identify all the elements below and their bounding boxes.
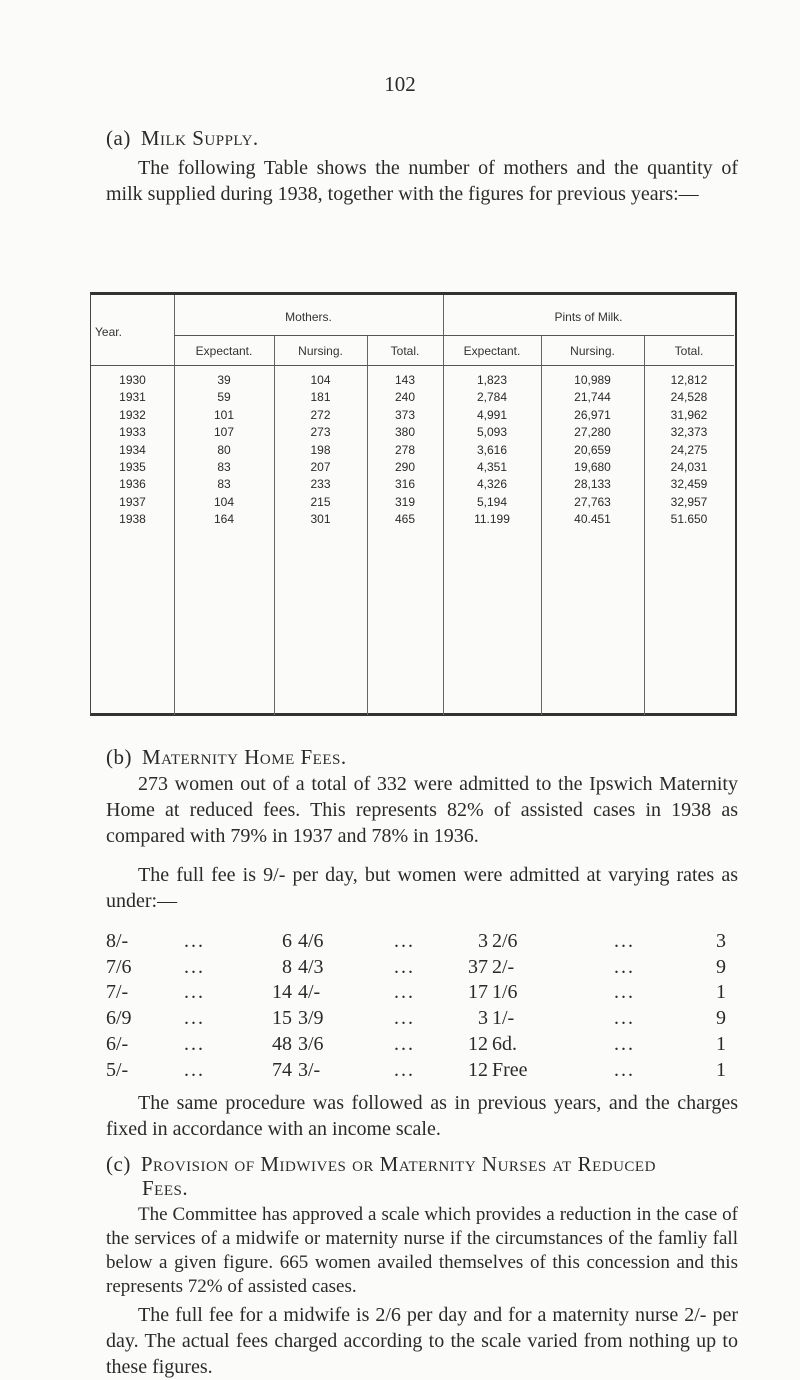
header-pints-nursing: Nursing. [570,344,615,358]
cell-pints-total: 24,275 [670,442,708,457]
cell-pints-total: 31,962 [670,407,708,422]
fee-rate: Free [492,1058,528,1081]
fee-row [106,956,746,984]
fee-count: 9 [716,955,726,978]
cell-pints-total: 32,957 [670,494,708,509]
fee-count: 37 [468,955,488,978]
leader-dots: ... [394,981,415,1004]
leader-dots: ... [614,1032,635,1055]
cell-pints-expectant: 3,616 [476,442,508,457]
fee-rate: 1/- [492,1007,515,1030]
cell-year: 1932 [119,407,146,422]
cell-mothers-total: 380 [394,425,416,440]
cell-mothers-total: 373 [394,407,416,422]
cell-pints-nursing: 26,971 [574,407,611,422]
cell-mothers-total: 290 [394,460,416,474]
fee-rate: 4/- [298,981,321,1004]
cell-mothers-expectant: 164 [213,512,235,527]
section-b-paragraph-1: 273 women out of a total of 332 were admitted to the Ipswich Maternity Home at reduced fees. This represents 82% of assisted cases in 1938 as compared with 79% in 1937 and 78% in 1936. [106,773,738,847]
fee-count: 48 [272,1032,292,1055]
section-c-heading [106,1152,746,1177]
fee-row [106,981,746,1009]
header-mothers: Mothers. [285,310,332,324]
leader-dots: ... [394,930,415,952]
table-row [91,443,735,460]
cell-mothers-expectant: 83 [217,477,231,492]
cell-year: 1934 [119,442,146,457]
header-pints: Pints of Milk. [554,310,623,324]
cell-pints-nursing: 21,744 [574,390,611,405]
fee-count: 1 [716,981,726,1004]
table-row [91,425,735,442]
cell-year: 1933 [119,425,146,440]
cell-mothers-expectant: 59 [217,390,231,405]
header-pints-total: Total. [674,344,704,358]
cell-mothers-nursing: 273 [310,425,331,440]
header-mothers-total: Total. [390,344,420,358]
cell-year: 1931 [119,390,146,405]
leader-dots: ... [394,955,415,978]
fee-row [106,1033,746,1061]
fee-rate: 2/- [492,955,515,978]
table-rule [91,365,734,366]
fee-rate: 3/9 [298,1007,324,1030]
cell-mothers-total: 316 [394,477,416,492]
cell-pints-nursing: 10,989 [574,373,611,387]
fee-rate: 3/6 [298,1032,324,1055]
leader-dots: ... [184,1007,205,1030]
header-mothers-expectant: Expectant. [195,344,253,358]
section-b-label: (b) [106,745,132,769]
cell-pints-nursing: 40.451 [574,512,611,527]
page-number: 102 [384,72,416,96]
fee-count: 17 [468,981,488,1004]
cell-pints-expectant: 11.199 [474,512,510,527]
leader-dots: ... [394,1058,415,1081]
cell-pints-total: 24,528 [670,390,708,405]
cell-pints-expectant: 2,784 [476,390,508,405]
cell-mothers-total: 465 [394,512,416,527]
fee-count: 3 [716,930,726,952]
section-c-paragraph-2: The full fee for a midwife is 2/6 per day and for a maternity nurse 2/- per day. The actual fees charged according to the scale varied from nothing up to these figures. [106,1304,738,1378]
cell-mothers-nursing: 233 [310,477,331,492]
leader-dots: ... [614,981,635,1004]
section-c-title-line-1: Provision of Midwives or Maternity Nurses at Reduced [140,1152,656,1176]
fee-count: 9 [716,1007,726,1030]
cell-mothers-expectant: 39 [217,373,231,387]
cell-mothers-nursing: 272 [310,407,331,422]
cell-mothers-nursing: 207 [310,460,331,474]
fee-count: 1 [716,1032,726,1055]
section-c-label: (c) [106,1152,131,1176]
fee-count: 8 [282,955,292,978]
cell-pints-nursing: 27,763 [574,494,611,509]
fee-rate: 7/- [106,981,129,1004]
table-row [91,477,735,494]
cell-mothers-nursing: 198 [310,442,331,457]
leader-dots: ... [394,1032,415,1055]
table-row [91,495,735,512]
table-row [91,373,735,390]
leader-dots: ... [184,1032,205,1055]
cell-year: 1936 [119,477,146,492]
fee-count: 74 [272,1058,292,1081]
cell-pints-expectant: 1,823 [476,373,508,387]
fee-row [106,1059,746,1087]
cell-year: 1938 [119,512,146,527]
fee-row [106,1007,746,1035]
leader-dots: ... [614,930,635,952]
table-row [91,390,735,407]
milk-supply-table [90,292,737,716]
fee-rate: 6/9 [106,1007,132,1030]
cell-pints-nursing: 19,680 [574,460,611,474]
cell-pints-nursing: 27,280 [574,425,611,440]
table-row [91,408,735,425]
table-row [91,460,735,477]
cell-pints-nursing: 28,133 [574,477,611,492]
fee-count: 15 [272,1007,292,1030]
section-a-intro: The following Table shows the number of mothers and the quantity of milk supplied during 1938, together with the figures for previous years:— [106,157,738,205]
section-b-paragraph-2: The full fee is 9/- per day, but women were admitted at varying rates as under:— [106,864,738,912]
fee-rate: 6d. [492,1032,517,1055]
section-c-paragraph-1: The Committee has approved a scale which provides a reduction in the case of the services of a midwife or maternity nurse if the circumstances of the famliy fall below a given figure. 665 women availed themselves of this concession and this represents 72% of assisted cases. [106,1204,738,1297]
section-a-title: Milk Supply. [140,126,259,150]
fee-rate: 4/3 [298,955,324,978]
cell-pints-total: 12,812 [670,373,708,387]
section-b-heading [106,745,347,770]
cell-mothers-expectant: 80 [217,442,231,457]
fee-count: 1 [716,1058,726,1081]
leader-dots: ... [184,955,205,978]
section-a-label: (a) [106,126,131,150]
cell-mothers-total: 278 [394,442,416,457]
fee-rate: 1/6 [492,981,518,1004]
cell-mothers-expectant: 107 [213,425,235,440]
cell-pints-expectant: 4,351 [476,460,508,474]
fee-count: 12 [468,1032,488,1055]
fee-row [106,930,746,958]
table-row [91,512,735,529]
leader-dots: ... [394,1007,415,1030]
cell-pints-total: 51.650 [670,512,708,527]
cell-pints-expectant: 4,326 [476,477,508,492]
cell-mothers-expectant: 104 [213,494,235,509]
section-b-title: Maternity Home Fees. [142,745,347,769]
cell-mothers-nursing: 104 [310,373,331,387]
fee-count: 12 [468,1058,488,1081]
fee-rate: 5/- [106,1058,129,1081]
section-b-paragraph-3: The same procedure was followed as in previous years, and the charges fixed in accordance with an income scale. [106,1092,738,1140]
cell-mothers-total: 319 [394,494,416,509]
cell-mothers-total: 143 [394,373,416,387]
fee-rate: 3/- [298,1058,321,1081]
leader-dots: ... [184,981,205,1004]
cell-year: 1935 [119,460,146,474]
cell-mothers-nursing: 215 [310,494,331,509]
fee-count: 3 [478,930,488,952]
fee-count: 6 [282,930,292,952]
cell-mothers-nursing: 181 [310,390,331,405]
cell-mothers-expectant: 83 [217,460,231,474]
fee-rate: 8/- [106,930,129,952]
header-year: Year. [95,325,122,339]
section-c-title-line-2: Fees. [142,1176,189,1200]
table-rule [174,335,734,336]
fee-rate: 7/6 [106,955,132,978]
leader-dots: ... [614,1058,635,1081]
cell-mothers-total: 240 [394,390,416,405]
leader-dots: ... [614,1007,635,1030]
cell-pints-expectant: 5,194 [476,494,508,509]
fee-rate: 4/6 [298,930,324,952]
cell-pints-expectant: 5,093 [476,425,508,440]
cell-mothers-expectant: 101 [213,407,235,422]
fee-rate: 2/6 [492,930,518,952]
leader-dots: ... [184,1058,205,1081]
cell-pints-total: 32,459 [670,477,708,492]
fee-count: 14 [272,981,292,1004]
cell-pints-nursing: 20,659 [574,442,611,457]
leader-dots: ... [184,930,205,952]
section-a-heading [106,126,259,151]
fee-count: 3 [478,1007,488,1030]
cell-pints-total: 24,031 [670,460,708,474]
fee-rate: 6/- [106,1032,129,1055]
cell-pints-expectant: 4,991 [476,407,508,422]
cell-mothers-nursing: 301 [310,512,331,527]
header-pints-expectant: Expectant. [463,344,521,358]
cell-year: 1937 [119,494,146,509]
leader-dots: ... [614,955,635,978]
cell-pints-total: 32,373 [670,425,708,440]
cell-year: 1930 [119,373,146,387]
header-mothers-nursing: Nursing. [298,344,343,358]
